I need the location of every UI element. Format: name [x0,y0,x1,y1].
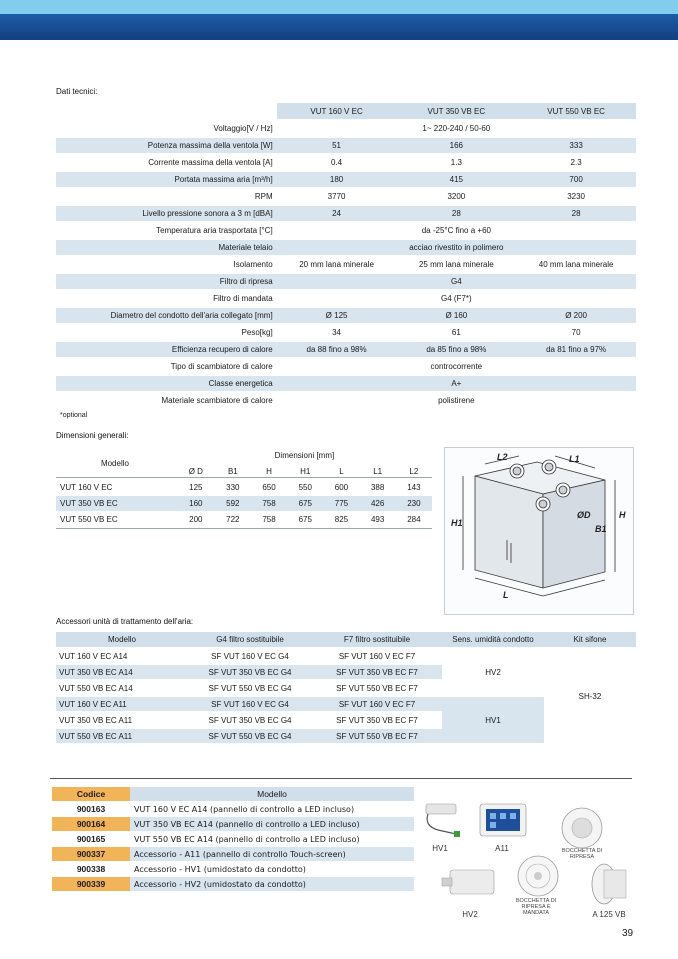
tech-row-merged-value: A+ [451,379,462,388]
tech-row-label: Corrente massima della ventola [A] [148,158,273,167]
dims-row-value: 284 [407,515,421,524]
label-bocchetta-mandata: BOCCHETTA DI RIPRESA E MANDATA [515,898,557,916]
dims-row-value: 160 [189,499,203,508]
acc-row [56,649,636,663]
tech-row-value: 0.4 [331,158,343,167]
tech-row-label: Materiale telaio [218,243,273,252]
acc-cell: VUT 550 VB EC A14 [59,683,133,693]
acc-header: Kit sifone [544,632,636,647]
tech-row [56,308,636,323]
tech-row [56,393,636,408]
acc-cell: SF VUT 550 VB EC G4 [208,683,292,693]
tech-row [56,189,636,204]
dims-row [56,512,432,527]
tech-row [56,155,636,170]
acc-header: Sens. umidità condotto [442,632,544,647]
dims-row-value: 426 [370,499,385,508]
drawing-label-l: L [503,590,509,600]
tech-row-label: Portata massima aria [m³/h] [174,175,273,184]
tech-row-label: Filtro di ripresa [219,277,273,286]
dims-row-value: 493 [370,515,385,524]
tech-row-merged-value: da -25°C fino a +60 [421,226,491,235]
dims-row-value: 825 [334,515,349,524]
tech-row-value: 3200 [447,192,466,201]
dims-row-value: 775 [334,499,349,508]
label-hv2: HV2 [462,910,478,919]
tech-row [56,291,636,306]
acc-cell: VUT 350 VB EC A11 [59,715,133,725]
tech-row-label: Voltaggio[V / Hz] [213,124,273,133]
hv2-image [442,870,494,894]
dims-row [56,480,432,495]
tech-row [56,325,636,340]
tech-row-label: Peso[kg] [241,328,273,337]
bocchetta-mandata-image [518,856,558,896]
acc-sensor-hv1: HV1 [485,715,501,725]
dims-section-title: Dimensioni generali: [56,431,129,440]
acc-cell: SF VUT 350 VB EC G4 [208,667,292,677]
acc-cell: SF VUT 160 V EC F7 [338,699,416,709]
dims-row-value: 758 [262,515,276,524]
code-value: 900337 [52,847,130,861]
tech-row-value: 28 [451,209,461,218]
dims-group-header: Dimensioni [mm] [274,451,335,460]
unit-dimension-drawing [444,447,634,615]
code-row [52,862,414,876]
tech-row-value: Ø 200 [565,311,587,320]
code-value: 900338 [76,864,106,874]
tech-row-value: 3230 [567,192,585,201]
dims-col-header: L1 [373,467,383,476]
dims-row-value: 675 [298,515,312,524]
tech-row [56,172,636,187]
tech-row-label: Classe energetica [208,379,273,388]
code-model: VUT 550 VB EC A14 (pannello di controllo a LED incluso) [134,834,360,844]
acc-header: G4 filtro sostituibile [188,632,312,647]
drawing-label-d: ØD [577,510,591,520]
tech-row-value: Ø 125 [325,311,348,320]
drawing-label-h: H [619,510,626,520]
dims-row-value: 675 [298,499,312,508]
dims-col-header: H1 [300,467,311,476]
dims-rule [56,477,432,478]
hv1-image [426,804,460,837]
tech-row-label: Potenza massima della ventola [W] [147,141,273,150]
tech-row-value: da 85 fino a 98% [426,345,487,354]
tech-row [56,138,636,153]
acc-siphon: SH-32 [578,691,602,701]
separator-line [50,778,632,779]
code-value: 900339 [52,877,130,891]
unit-drawing-svg [445,448,633,614]
acc-cell: SF VUT 350 VB EC F7 [336,715,418,725]
tech-row-value: 700 [569,175,583,184]
tech-row [56,342,636,357]
label-bocchetta-ripresa: BOCCHETTA DI RIPRESA [561,848,603,860]
header-band [0,0,678,40]
dims-col-header: B1 [227,467,238,476]
accessories-section-title: Accessori unità di trattamento dell'aria: [56,617,194,626]
tech-section-title: Dati tecnici: [56,87,98,96]
dims-row-value: 600 [334,483,349,492]
tech-row-value: Ø 160 [445,311,468,320]
dimensions-table [56,447,432,528]
tech-row [56,376,636,391]
tech-row-value: 61 [451,328,461,337]
drawing-label-l1: L1 [569,454,580,464]
code-model: Accessorio - HV1 (umidostato da condotto) [134,864,306,874]
acc-cell: SF VUT 550 VB EC F7 [336,731,418,741]
tech-row-merged-value: G4 [451,277,462,286]
dims-row-value: 330 [226,483,240,492]
label-hv1: HV1 [432,844,448,853]
tech-row-value: 1.3 [450,158,462,167]
code-model: Accessorio - A11 (pannello di controllo Touch-screen) [130,847,414,861]
tech-row-value: 24 [332,209,342,218]
acc-cell: SF VUT 160 V EC G4 [211,699,289,709]
dims-row-value: 592 [226,499,240,508]
acc-cell: SF VUT 160 V EC G4 [211,651,289,661]
dims-row-value: 230 [407,499,421,508]
tech-row-merged-value: controcorrente [430,362,483,371]
code-row [52,802,414,816]
code-row [52,877,414,891]
tech-row-value: 34 [332,328,342,337]
dims-row-value: 143 [407,483,421,492]
tech-row [56,206,636,221]
tech-row-label: RPM [254,192,273,201]
code-row [52,847,414,861]
tech-row-merged-value: acciao rivestito in polimero [409,243,504,252]
tech-row [56,240,636,255]
acc-header: F7 filtro sostituibile [312,632,442,647]
tech-row-merged-value: polistirene [438,396,475,405]
code-model: VUT 350 VB EC A14 (pannello di controllo a LED incluso) [130,817,414,831]
code-value: 900164 [52,817,130,831]
drawing-label-l2: L2 [497,452,508,462]
code-value: 900165 [76,834,106,844]
drawing-label-h1: H1 [451,518,463,528]
tech-row [56,223,636,238]
tech-row-value: 180 [329,175,344,184]
dims-row-model: VUT 550 VB EC [60,515,118,524]
codes-header-code: Codice [52,787,130,801]
dims-row-value: 722 [226,515,240,524]
tech-row-value: 28 [571,209,581,218]
dims-model-header: Modello [100,459,129,468]
dims-col-header: H [266,467,272,476]
dims-col-header: L2 [409,467,419,476]
accessories-table [56,630,636,745]
tech-col-header: VUT 550 VB EC [516,103,636,119]
dims-row-value: 125 [189,483,203,492]
page-number: 39 [622,928,634,939]
dims-row-value: 650 [262,483,276,492]
drawing-label-b1: B1 [595,524,607,534]
tech-row-value: 2.3 [570,158,582,167]
tech-row-label: Efficienza recupero di calore [171,345,273,354]
tech-row-value: 51 [332,141,342,150]
tech-row-label: Livello pressione sonora a 3 m [dBA] [142,209,273,218]
tech-row-label: Materiale scambiatore di calore [161,396,273,405]
tech-row [56,359,636,374]
acc-header: Modello [56,632,188,647]
tech-row-label: Isolamento [233,260,273,269]
tech-row-label: Diametro del condotto dell'aria collegato [mm] [110,311,273,320]
tech-row-label: Filtro di mandata [213,294,273,303]
dims-col-header: Ø D [188,467,203,476]
tech-row-merged-value: 1~ 220-240 / 50-60 [422,124,491,133]
label-a125: A 125 VB [592,910,626,919]
acc-cell: SF VUT 160 V EC F7 [338,651,416,661]
dims-row-model: VUT 350 VB EC [60,499,118,508]
tech-col-header: VUT 350 VB EC [396,103,516,119]
bocchetta-ripresa-image [562,808,602,848]
code-model: VUT 160 V EC A14 (pannello di controllo a LED incluso) [134,804,355,814]
tech-row-label: Tipo di scambiatore di calore [170,362,273,371]
order-codes-table [52,786,414,892]
tech-row-value: 415 [449,175,464,184]
acc-cell: SF VUT 350 VB EC G4 [208,715,292,725]
codes-header-model: Modello [130,787,414,801]
tech-row-value: da 88 fino a 98% [306,345,367,354]
tech-row-value: 70 [571,328,581,337]
acc-cell: VUT 550 VB EC A11 [59,731,133,741]
dims-row-value: 550 [298,483,312,492]
tech-row [56,257,636,272]
acc-cell: VUT 160 V EC A11 [59,699,127,709]
dims-row [56,496,432,511]
tech-row-value: 3770 [327,192,346,201]
dims-col-header: L [339,467,344,476]
tech-row-value: 333 [569,141,583,150]
tech-row-value: da 81 fino a 97% [546,345,607,354]
tech-specs-table [56,101,636,410]
optional-note: *optional [60,412,88,419]
dims-row-model: VUT 160 V EC [60,483,113,492]
acc-cell: VUT 350 VB EC A14 [59,667,133,677]
acc-sensor-hv2: HV2 [485,667,501,677]
tech-row-value: 166 [449,141,464,150]
dims-row-value: 388 [370,483,385,492]
tech-col-header: VUT 160 V EC [277,103,397,119]
tech-row-value: 40 mm lana minerale [538,260,614,269]
a125-image [592,864,626,904]
code-value: 900163 [76,804,106,814]
code-row [52,832,414,846]
acc-cell: SF VUT 550 VB EC G4 [208,731,292,741]
acc-cell: SF VUT 350 VB EC F7 [336,667,418,677]
tech-row-label: Temperatura aria trasportata [°C] [156,226,273,235]
acc-cell: VUT 160 V EC A14 [59,651,128,661]
dims-row-value: 758 [262,499,276,508]
acc-cell: SF VUT 550 VB EC F7 [336,683,418,693]
label-a11: A11 [495,844,509,853]
dims-row-value: 200 [189,515,203,524]
a11-image [480,804,526,836]
tech-row-value: 25 mm lana minerale [418,260,494,269]
tech-row [56,274,636,289]
dims-rule [56,528,432,529]
tech-row [56,121,636,136]
code-model: Accessorio - HV2 (umidostato da condotto) [130,877,414,891]
tech-row-merged-value: G4 (F7*) [441,294,472,303]
tech-row-value: 20 mm lana minerale [299,260,374,269]
code-row [52,817,414,831]
